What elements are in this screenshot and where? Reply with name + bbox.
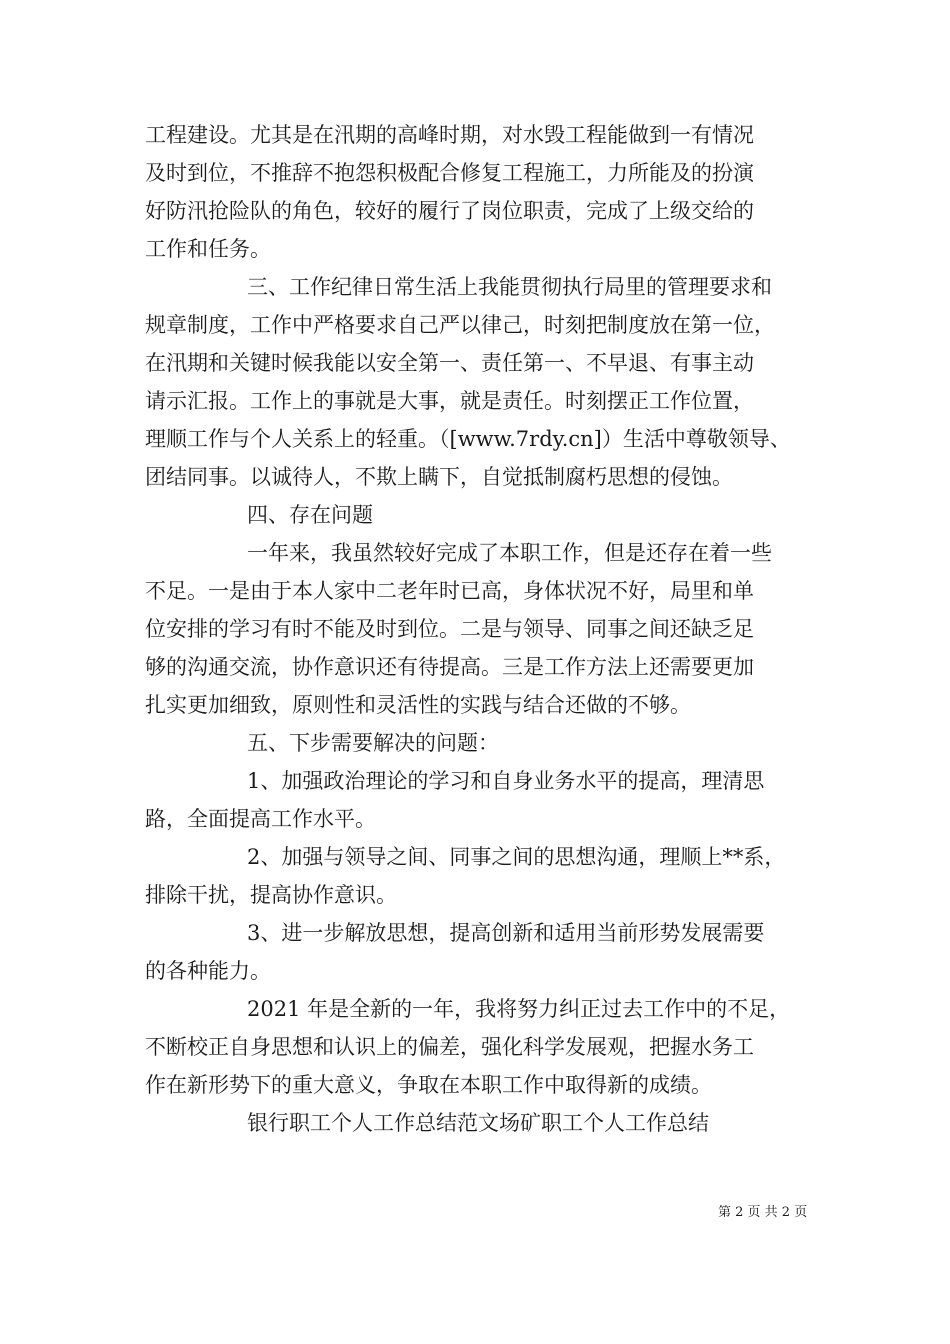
- paragraph-line: 不足。一是由于本人家中二老年时已高，身体状况不好，局里和单: [145, 579, 754, 603]
- paragraph-line: 工作和任务。: [145, 237, 271, 261]
- section-heading: 四、存在问题: [247, 503, 373, 527]
- list-item-line: 的各种能力。: [145, 959, 271, 983]
- paragraph-line: 扎实更加细致，原则性和灵活性的实践与结合还做的不够。: [145, 693, 691, 717]
- paragraph-line: 规章制度，工作中严格要求自己严以律己，时刻把制度放在第一位，: [145, 313, 775, 337]
- paragraph-line: 及时到位，不推辞不抱怨积极配合修复工程施工，力所能及的扮演: [145, 161, 754, 185]
- section-heading-line: 三、工作纪律日常生活上我能贯彻执行局里的管理要求和: [247, 275, 772, 299]
- list-item-line: 1、加强政治理论的学习和自身业务水平的提高，理清思: [247, 769, 765, 793]
- paragraph-line: 团结同事。以诚待人，不欺上瞒下，自觉抵制腐朽思想的侵蚀。: [145, 465, 733, 489]
- page-number: 第 2 页 共 2 页: [718, 1205, 808, 1220]
- paragraph-line: 够的沟通交流，协作意识还有待提高。三是工作方法上还需要更加: [145, 655, 754, 679]
- related-title-line: 银行职工个人工作总结范文场矿职工个人工作总结: [247, 1111, 709, 1135]
- paragraph-line: 好防汛抢险队的角色，较好的履行了岗位职责，完成了上级交给的: [145, 199, 754, 223]
- list-item-line: 路，全面提高工作水平。: [145, 807, 376, 831]
- paragraph-line: 请示汇报。工作上的事就是大事，就是责任。时刻摆正工作位置，: [145, 389, 754, 413]
- document-body: [145, 116, 810, 1142]
- list-item-line: 排除干扰，提高协作意识。: [145, 883, 397, 907]
- list-item-line: 3、进一步解放思想，提高创新和适用当前形势发展需要: [247, 921, 765, 945]
- paragraph-line: 位安排的学习有时不能及时到位。二是与领导、同事之间还缺乏足: [145, 617, 754, 641]
- paragraph-line: 理顺工作与个人关系上的轻重。（[www.7rdy.cn]）生活中尊敬领导、: [145, 427, 791, 451]
- paragraph-line: 一年来，我虽然较好完成了本职工作，但是还存在着一些: [247, 541, 772, 565]
- paragraph-line: 2021 年是全新的一年，我将努力纠正过去工作中的不足，: [247, 997, 791, 1021]
- paragraph-line: 不断校正自身思想和认识上的偏差，强化科学发展观，把握水务工: [145, 1035, 754, 1059]
- paragraph-line: 在汛期和关键时候我能以安全第一、责任第一、不早退、有事主动: [145, 351, 754, 375]
- paragraph-line: 工程建设。尤其是在汛期的高峰时期，对水毁工程能做到一有情况: [145, 123, 754, 147]
- paragraph-line: 作在新形势下的重大意义，争取在本职工作中取得新的成绩。: [145, 1073, 712, 1097]
- list-item-line: 2、加强与领导之间、同事之间的思想沟通，理顺上**系，: [247, 845, 786, 869]
- section-heading: 五、下步需要解决的问题：: [247, 731, 499, 755]
